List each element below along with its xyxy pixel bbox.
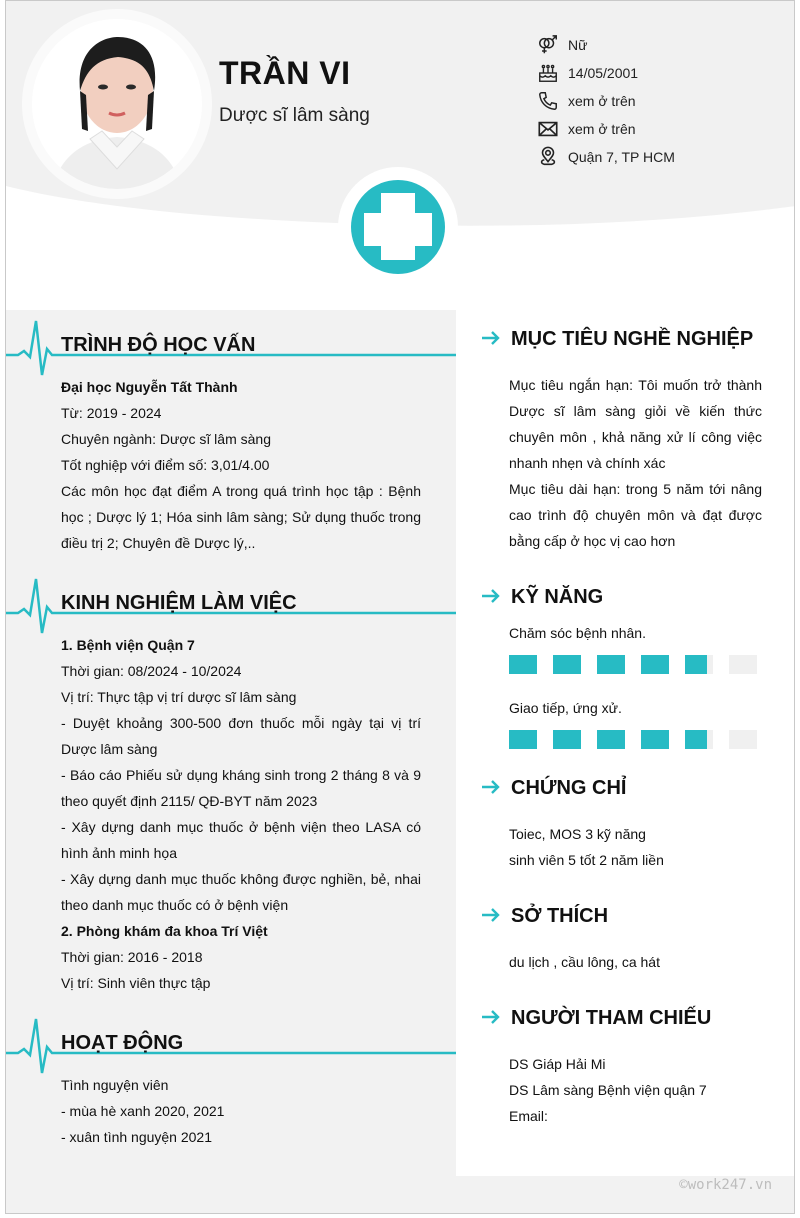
skill-level-block (729, 730, 757, 749)
skill-level-block (641, 655, 669, 674)
skill-rating-bar (509, 730, 762, 749)
gender-icon (536, 34, 560, 56)
candidate-job-title: Dược sĩ lâm sàng (219, 105, 370, 126)
arrow-right-icon (480, 327, 502, 349)
section-body: DS Giáp Hải Mi DS Lâm sàng Bệnh viện quận 7 Email: (509, 1056, 707, 1124)
skill-level-block (553, 655, 581, 674)
arrow-right-icon (480, 904, 502, 926)
skill-label: Giao tiếp, ứng xử. (509, 700, 622, 716)
medical-cross-icon (351, 180, 445, 274)
envelope-icon (536, 118, 560, 140)
section-hobbies (476, 904, 786, 984)
section-body (509, 623, 762, 773)
birthday-cake-icon (536, 62, 560, 84)
section-heading: MỤC TIÊU NGHỀ NGHIỆP (511, 328, 754, 350)
section-body: 1. Bệnh viện Quận 7 Thời gian: 08/2024 - 10/2024 Vị trí: Thực tập vị trí dược sĩ lâm sàng - Duyệt khoảng 300-500 đơn thuốc mỗi ngày tại vị trí Dược lâm sàng - Báo cáo Phiếu sử dụng kháng sinh trong 2 tháng 8 và 9 theo quyết định 2115/ QĐ-BYT năm 2023 - Xây dựng danh mục thuốc ở bệnh viện theo LASA có hình ảnh minh họa - Xây dựng danh mục thuốc không được nghiền, bẻ, nhai theo danh mục thuốc có ở bệnh viện 2. Phòng khám đa khoa Trí Việt Thời gian: 2016 - 2018 Vị trí: Sinh viên thực tập (61, 632, 421, 996)
section-objective (476, 327, 786, 557)
section-heading: HOẠT ĐỘNG (61, 1032, 184, 1054)
skill-rating-bar (509, 655, 762, 674)
contact-info (536, 31, 675, 171)
section-heading: KỸ NĂNG (511, 586, 604, 608)
contact-birthday: 14/05/2001 (536, 59, 675, 87)
section-certificates (476, 776, 786, 886)
section-heading: KINH NGHIỆM LÀM VIỆC (61, 592, 297, 614)
section-skills (476, 585, 786, 755)
section-activities (6, 1017, 456, 1157)
contact-email: xem ở trên (536, 115, 675, 143)
section-body: Tình nguyện viên - mùa hè xanh 2020, 2021 - xuân tình nguyện 2021 (61, 1077, 225, 1145)
contact-address: Quận 7, TP HCM (536, 143, 675, 171)
contact-gender: Nữ (536, 31, 675, 59)
school-name: Đại học Nguyễn Tất Thành (61, 379, 238, 395)
location-pin-icon (536, 146, 560, 168)
skill-label: Chăm sóc bệnh nhân. (509, 625, 646, 641)
section-references (476, 1006, 786, 1146)
section-education (6, 319, 456, 559)
skill-level-block (597, 655, 625, 674)
avatar (32, 19, 202, 189)
job-title: 1. Bệnh viện Quận 7 (61, 637, 195, 653)
arrow-right-icon (480, 1006, 502, 1028)
skill-level-block (685, 655, 713, 674)
phone-icon (536, 90, 560, 112)
skill-level-block (509, 655, 537, 674)
job-title: 2. Phòng khám đa khoa Trí Việt (61, 923, 268, 939)
section-experience (6, 577, 456, 997)
skill-level-block (553, 730, 581, 749)
section-heading: CHỨNG CHỈ (511, 777, 627, 799)
candidate-name: TRẦN VI (219, 55, 351, 91)
skill-level-block (641, 730, 669, 749)
section-body: Đại học Nguyễn Tất Thành Từ: 2019 - 2024 Chuyên ngành: Dược sĩ lâm sàng Tốt nghiệp với điểm số: 3,01/4.00 Các môn học đạt điểm A trong quá trình học tập : Bệnh học ; Dược lý 1; Hóa sinh lâm sàng; Sử dụng thuốc trong điều trị 2; Chuyên đề Dược lý,.. (61, 374, 421, 556)
watermark: ©work247.vn (679, 1177, 772, 1193)
section-heading: SỞ THÍCH (511, 905, 609, 927)
contact-phone: xem ở trên (536, 87, 675, 115)
section-heading: TRÌNH ĐỘ HỌC VẤN (61, 334, 256, 356)
arrow-right-icon (480, 585, 502, 607)
section-body: Mục tiêu ngắn hạn: Tôi muốn trở thành Dược sĩ lâm sàng giỏi về kiến thức chuyên môn , khả năng xử lí công việc nhanh nhẹn và chính xác Mục tiêu dài hạn: trong 5 năm tới nâng cao trình độ chuyên môn và đạt được bằng cấp ở học vị cao hơn (509, 377, 762, 549)
arrow-right-icon (480, 776, 502, 798)
section-body: Toiec, MOS 3 kỹ năng sinh viên 5 tốt 2 năm liền (509, 826, 664, 868)
skill-level-block (729, 655, 757, 674)
skill-level-block (509, 730, 537, 749)
cv-page (5, 0, 795, 1214)
section-heading: NGƯỜI THAM CHIẾU (511, 1007, 712, 1029)
skill-level-block (597, 730, 625, 749)
section-body: du lịch , cầu lông, ca hát (509, 954, 660, 970)
skill-level-block (685, 730, 713, 749)
